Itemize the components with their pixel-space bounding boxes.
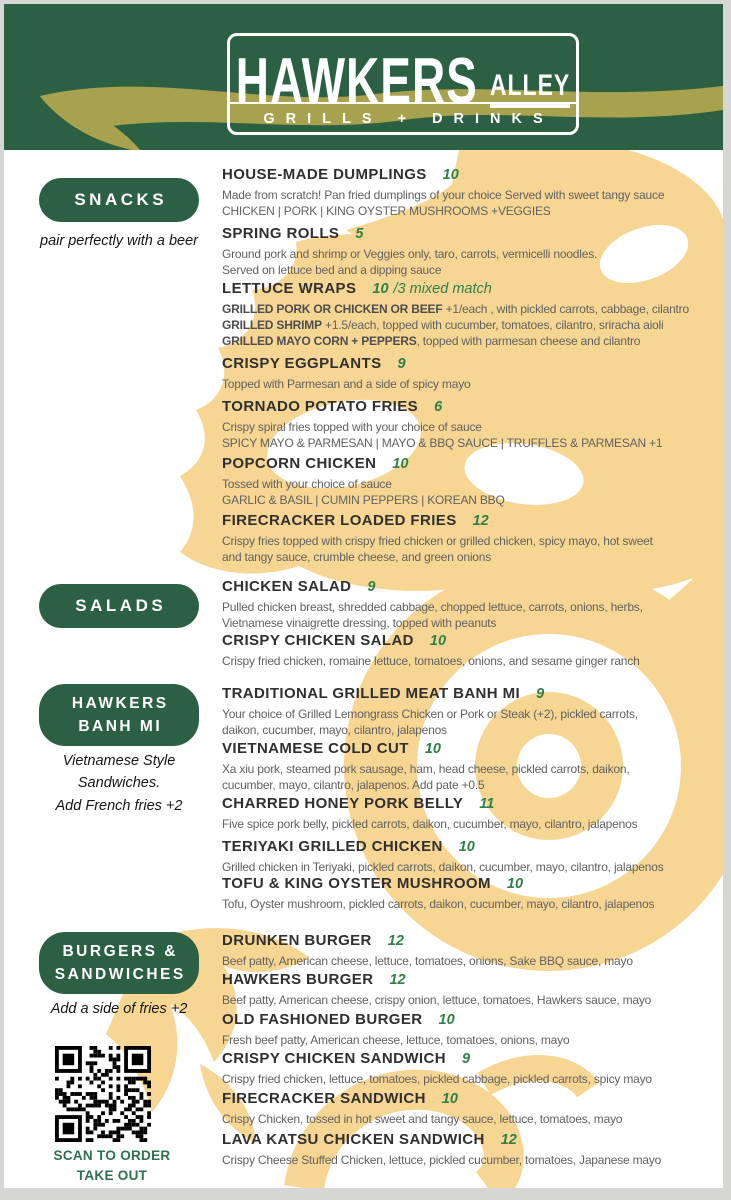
- item-desc-line: Served on lettuce bed and a dipping sauce: [222, 263, 442, 277]
- item-desc-line: SPICY MAYO & PARMESAN | MAYO & BBQ SAUCE | TRUFFLES & PARMESAN +1: [222, 436, 663, 450]
- item-price: 10: [441, 1091, 458, 1107]
- item-desc-line: Made from scratch! Pan fried dumplings of your choice Served with sweet tangy sauce: [222, 188, 665, 202]
- item-price: 10: [458, 839, 475, 855]
- menu-item: [222, 932, 723, 969]
- item-name: CHICKEN SALAD: [222, 578, 352, 595]
- item-name: SPRING ROLLS: [222, 225, 340, 242]
- item-desc-line: Crispy Cheese Stuffed Chicken, lettuce, pickled cucumber, tomatoes, Japanese mayo: [222, 1153, 662, 1167]
- item-desc-line: Crispy spiral fries topped with your choice of sauce: [222, 420, 482, 434]
- section-pill-burgers: [39, 932, 199, 994]
- section-label-line: BURGERS &: [62, 942, 178, 960]
- item-name: VIETNAMESE COLD CUT: [222, 740, 409, 757]
- item-desc-line: [222, 317, 723, 333]
- item-price: 11: [479, 796, 495, 812]
- brand-name: HAWKERS: [235, 42, 478, 117]
- item-price: 12: [472, 513, 489, 529]
- item-desc-line: Vietnamese vinaigrette dressing, topped with peanuts: [222, 616, 497, 630]
- item-name: TERIYAKI GRILLED CHICKEN: [222, 838, 443, 855]
- item-price: 12: [500, 1132, 517, 1148]
- qr-caption: [12, 1146, 212, 1185]
- menu-item: [222, 1050, 723, 1087]
- menu-item: [222, 795, 723, 832]
- menu-item: [222, 280, 723, 349]
- item-price: 10: [506, 876, 524, 892]
- section-label-line: BANH MI: [78, 718, 163, 735]
- item-desc-line: Crispy fried chicken, lettuce, tomatoes, pickled cabbage, pickled carrots, spicy mayo: [222, 1072, 652, 1086]
- menu-item: [222, 685, 723, 738]
- item-desc-lead: GRILLED MAYO CORN + PEPPERS: [222, 334, 417, 348]
- menu-item: [222, 455, 723, 508]
- section-pill-banh-mi: [39, 684, 199, 746]
- item-desc-lead: GRILLED PORK OR CHICKEN OR BEEF: [222, 302, 443, 316]
- menu-item: [222, 632, 723, 669]
- item-desc-text: , topped with parmesan cheese and cilantro: [416, 334, 641, 348]
- item-desc-text: +1/each , with pickled carrots, cabbage, cilantro: [442, 302, 689, 316]
- menu-item: [222, 971, 723, 1008]
- item-name: CRISPY CHICKEN SALAD: [222, 632, 414, 649]
- item-desc-line: cucumber, mayo, cilantro, jalapenos. Add pate +0.5: [222, 778, 485, 792]
- caption-line: Vietnamese Style: [62, 753, 176, 769]
- item-name: FIRECRACKER SANDWICH: [222, 1090, 426, 1107]
- item-name: LAVA KATSU CHICKEN SANDWICH: [222, 1131, 485, 1148]
- item-desc-line: Beef patty, American cheese, lettuce, tomatoes, onions, Sake BBQ sauce, mayo: [222, 954, 633, 968]
- burgers-caption: Add a side of fries +2: [50, 1001, 188, 1017]
- item-desc-line: Beef patty, American cheese, crispy onion, lettuce, tomatoes, Hawkers sauce, mayo: [222, 993, 652, 1007]
- item-price: 10: [438, 1012, 455, 1028]
- item-name: CRISPY CHICKEN SANDWICH: [222, 1050, 446, 1067]
- item-name: HOUSE-MADE DUMPLINGS: [222, 166, 427, 183]
- item-price: 5: [355, 226, 364, 242]
- item-desc-line: Your choice of Grilled Lemongrass Chicken or Pork or Steak (+2), pickled carrots,: [222, 707, 638, 721]
- menu-item: [222, 838, 723, 875]
- item-desc-line: Tofu, Oyster mushroom, pickled carrots, daikon, cucumber, mayo, cilantro, jalapenos: [222, 897, 655, 911]
- item-name: TORNADO POTATO FRIES: [222, 398, 419, 415]
- qr-caption-line: SCAN TO ORDER: [53, 1148, 171, 1163]
- item-desc-line: Fresh beef patty, American cheese, lettuce, tomatoes, onions, mayo: [222, 1033, 570, 1047]
- item-desc-line: Topped with Parmesan and a side of spicy mayo: [222, 377, 471, 391]
- item-desc-line: GARLIC & BASIL | CUMIN PEPPERS | KOREAN BBQ: [222, 493, 505, 507]
- menu-item: [222, 512, 723, 565]
- item-name: CRISPY EGGPLANTS: [222, 355, 382, 372]
- brand-tagline: GRILLS + DRINKS: [263, 111, 554, 127]
- section-label: SNACKS: [74, 190, 168, 209]
- menu-item: [222, 1131, 723, 1168]
- item-price: 9: [397, 356, 406, 372]
- menu-item: [222, 225, 723, 278]
- item-desc-line: Tossed with your choice of sauce: [222, 477, 392, 491]
- item-name: LETTUCE WRAPS: [222, 280, 357, 297]
- section-pill-snacks: [39, 178, 199, 222]
- caption-line: Sandwiches.: [77, 775, 161, 792]
- banh-mi-caption: [12, 750, 226, 817]
- menu-page: [4, 4, 723, 1188]
- item-price: 6: [434, 399, 443, 415]
- item-desc-line: CHICKEN | PORK | KING OYSTER MUSHROOMS +VEGGIES: [222, 204, 551, 218]
- item-name: TRADITIONAL GRILLED MEAT BANH MI: [222, 685, 521, 702]
- menu-item: [222, 1090, 723, 1127]
- item-desc-line: Grilled chicken in Teriyaki, pickled carrots, daikon, cucumber, mayo, cilantro, jalapenos: [222, 860, 664, 874]
- item-name: TOFU & KING OYSTER MUSHROOM: [222, 875, 491, 892]
- item-price: 10: [392, 456, 409, 472]
- qr-code: [55, 1046, 151, 1142]
- logo-row: [230, 36, 576, 117]
- item-price-note: /3 mixed match: [393, 281, 492, 297]
- item-desc-line: Pulled chicken breast, shredded cabbage, chopped lettuce, carrots, onions, herbs,: [222, 600, 643, 614]
- item-desc-line: Crispy fries topped with crispy fried chicken or grilled chicken, spicy mayo, hot sweet: [222, 534, 653, 548]
- menu-item: [222, 355, 723, 392]
- section-label: SALADS: [75, 596, 167, 615]
- item-price: 10: [372, 281, 389, 297]
- header: [4, 4, 723, 150]
- menu-item: [222, 398, 723, 451]
- item-price: 9: [536, 686, 545, 702]
- item-desc-line: Crispy Chicken, tossed in hot sweet and tangy sauce, lettuce, tomatoes, mayo: [222, 1112, 623, 1126]
- caption-line: Add French fries +2: [55, 797, 183, 814]
- item-price: 10: [424, 741, 441, 757]
- item-name: DRUNKEN BURGER: [222, 932, 372, 949]
- item-name: FIRECRACKER LOADED FRIES: [222, 512, 457, 529]
- menu-item: [222, 166, 723, 219]
- item-name: POPCORN CHICKEN: [222, 455, 377, 472]
- item-desc-line: Xa xiu pork, steamed pork sausage, ham, head cheese, pickled carrots, daikon,: [222, 762, 630, 776]
- item-desc-line: [222, 333, 723, 349]
- item-desc-line: and tangy sauce, crumble cheese, and green onions: [222, 550, 492, 564]
- item-name: OLD FASHIONED BURGER: [222, 1011, 423, 1028]
- item-desc-line: daikon, cucumber, mayo, cilantro, jalapenos: [222, 723, 447, 737]
- menu-item: [222, 740, 723, 793]
- item-price: 12: [387, 933, 404, 949]
- item-desc-line: Crispy fried chicken, romaine lettuce, tomatoes, onions, and sesame ginger ranch: [222, 654, 640, 668]
- item-price: 10: [429, 633, 447, 649]
- item-price: 12: [389, 972, 406, 988]
- section-pill-salads: [39, 584, 199, 628]
- item-price: 9: [367, 579, 376, 595]
- item-desc-line: Ground pork and shrimp or Veggies only, taro, carrots, vermicelli noodles.: [222, 247, 598, 261]
- item-desc-line: Five spice pork belly, pickled carrots, daikon, cucumber, mayo, cilantro, jalapenos: [222, 817, 638, 831]
- item-price: 10: [442, 167, 459, 183]
- item-desc-lead: GRILLED SHRIMP: [222, 318, 322, 332]
- logo-box: [227, 33, 579, 135]
- item-name: HAWKERS BURGER: [222, 971, 374, 988]
- section-label-line: SANDWICHES: [54, 966, 186, 983]
- qr-caption-line: TAKE OUT: [76, 1167, 148, 1183]
- menu-item: [222, 1011, 723, 1048]
- item-desc-text: +1.5/each, topped with cucumber, tomatoes, cilantro, sriracha aioli: [321, 318, 664, 332]
- brand-suffix: ALLEY: [490, 70, 570, 108]
- menu-item: [222, 578, 723, 631]
- item-desc-line: [222, 301, 723, 317]
- item-name: CHARRED HONEY PORK BELLY: [222, 795, 464, 812]
- section-label-line: HAWKERS: [71, 694, 169, 712]
- item-price: 9: [461, 1051, 471, 1067]
- menu-item: [222, 875, 723, 912]
- snacks-caption: pair perfectly with a beer: [40, 233, 198, 249]
